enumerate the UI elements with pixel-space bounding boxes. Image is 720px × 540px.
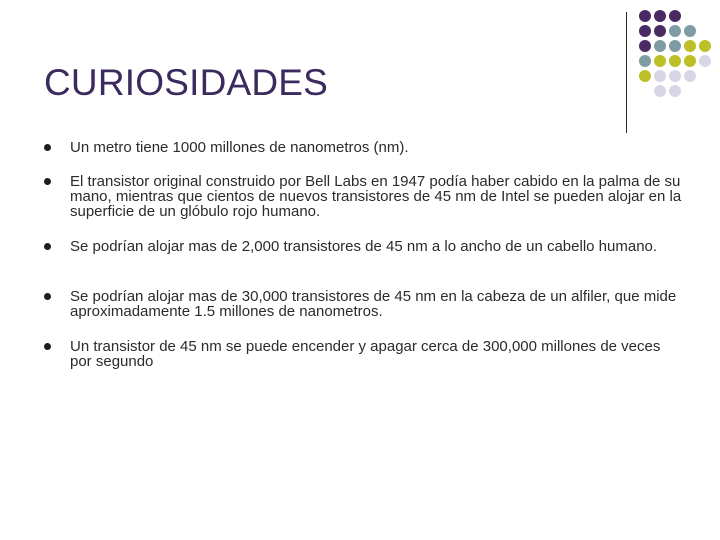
bullet-text: Se podrían alojar mas de 2,000 transistores de 45 nm a lo ancho de un cabello humano. <box>70 238 658 255</box>
decorative-dot <box>654 40 666 52</box>
decorative-dot <box>654 70 666 82</box>
decorative-dot <box>639 55 651 67</box>
decorative-dot <box>669 55 681 67</box>
slide-title: CURIOSIDADES <box>44 62 329 103</box>
decorative-dot <box>654 10 666 22</box>
decorative-dot <box>684 25 696 37</box>
decorative-dot <box>684 40 696 52</box>
decorative-dot-grid <box>639 10 719 120</box>
decorative-dot <box>639 10 651 22</box>
bullet-text: El transistor original construido por Bell Labs en 1947 podía haber cabido en la palma de su mano, mientras que cientos de nuevos transistores de 45 nm de Intel se pueden alojar en la superficie de un glóbulo rojo humano. <box>70 173 682 220</box>
bullet-text: Se podrían alojar mas de 30,000 transistores de 45 nm en la cabeza de un alfiler, que mide aproximadamente 1.5 millones de nanometros. <box>70 288 677 320</box>
bullet-item <box>44 239 684 254</box>
decorative-dot <box>669 40 681 52</box>
bullet-dot-icon <box>44 343 51 350</box>
decorative-dot <box>669 25 681 37</box>
decorative-dot <box>639 40 651 52</box>
decorative-dot <box>639 70 651 82</box>
decorative-dot <box>699 40 711 52</box>
bullet-dot-icon <box>44 293 51 300</box>
decorative-dot <box>684 70 696 82</box>
bullet-dot-icon <box>44 178 51 185</box>
decorative-divider-line <box>626 12 627 133</box>
bullet-item <box>44 339 684 369</box>
decorative-dot <box>654 25 666 37</box>
bullet-dot-icon <box>44 243 51 250</box>
decorative-dot <box>669 70 681 82</box>
decorative-dot <box>654 85 666 97</box>
decorative-dot <box>684 55 696 67</box>
bullet-text: Un transistor de 45 nm se puede encender y apagar cerca de 300,000 millones de veces por segundo <box>70 338 661 370</box>
bullet-dot-icon <box>44 144 51 151</box>
bullet-item <box>44 174 684 219</box>
bullet-item <box>44 289 684 319</box>
bullet-text: Un metro tiene 1000 millones de nanometros (nm). <box>70 139 409 156</box>
decorative-dot <box>639 25 651 37</box>
decorative-dot <box>669 10 681 22</box>
decorative-dot <box>699 55 711 67</box>
decorative-dot <box>654 55 666 67</box>
decorative-dot <box>669 85 681 97</box>
bullet-item <box>44 140 684 155</box>
